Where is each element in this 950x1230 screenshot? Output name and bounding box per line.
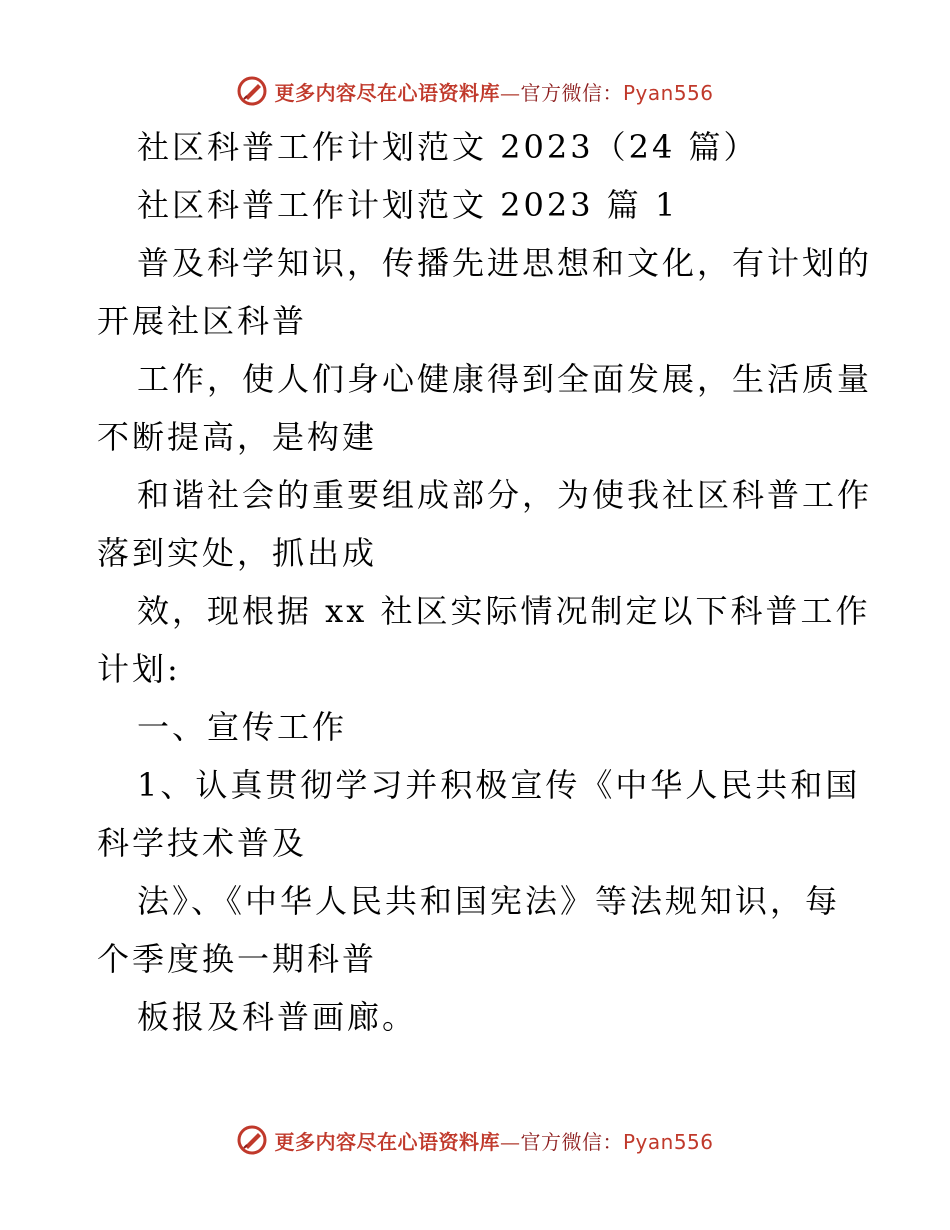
paragraph-line: 和谐社会的重要组成部分，为使我社区科普工作	[137, 476, 873, 514]
paragraph-line: 效，现根据 xx 社区实际情况制定以下科普工作	[137, 592, 871, 630]
paragraph-line: 板报及科普画廊。	[137, 998, 418, 1036]
paragraph-line: 不断提高，是构建	[97, 418, 378, 456]
paragraph-line: 开展社区科普	[97, 302, 308, 340]
footer-banner	[0, 1120, 950, 1160]
paragraph-line: 1、认真贯彻学习并积极宣传《中华人民共和国	[137, 766, 861, 804]
banner-text: 更多内容尽在心语资料库—官方微信：Pyan556	[274, 80, 714, 105]
document-title: 社区科普工作计划范文 2023（24 篇）	[137, 128, 759, 166]
paragraph-line: 工作，使人们身心健康得到全面发展，生活质量	[137, 360, 873, 398]
paragraph-line: 法》、《中华人民共和国宪法》等法规知识，每	[137, 882, 841, 920]
quill-logo-icon	[236, 1124, 268, 1156]
header-banner	[0, 71, 950, 111]
paragraph-line: 个季度换一期科普	[97, 940, 378, 978]
paragraph-line: 普及科学知识，传播先进思想和文化，有计划的	[137, 244, 873, 282]
quill-logo-icon	[236, 75, 268, 107]
section-heading: 社区科普工作计划范文 2023 篇 1	[137, 186, 679, 224]
banner-text: 更多内容尽在心语资料库—官方微信：Pyan556	[274, 1129, 714, 1154]
paragraph-line: 落到实处，抓出成	[97, 534, 378, 572]
document-body	[97, 118, 873, 1046]
paragraph-line: 计划:	[97, 650, 181, 688]
subsection-heading: 一、宣传工作	[137, 708, 348, 746]
paragraph-line: 科学技术普及	[97, 824, 308, 862]
